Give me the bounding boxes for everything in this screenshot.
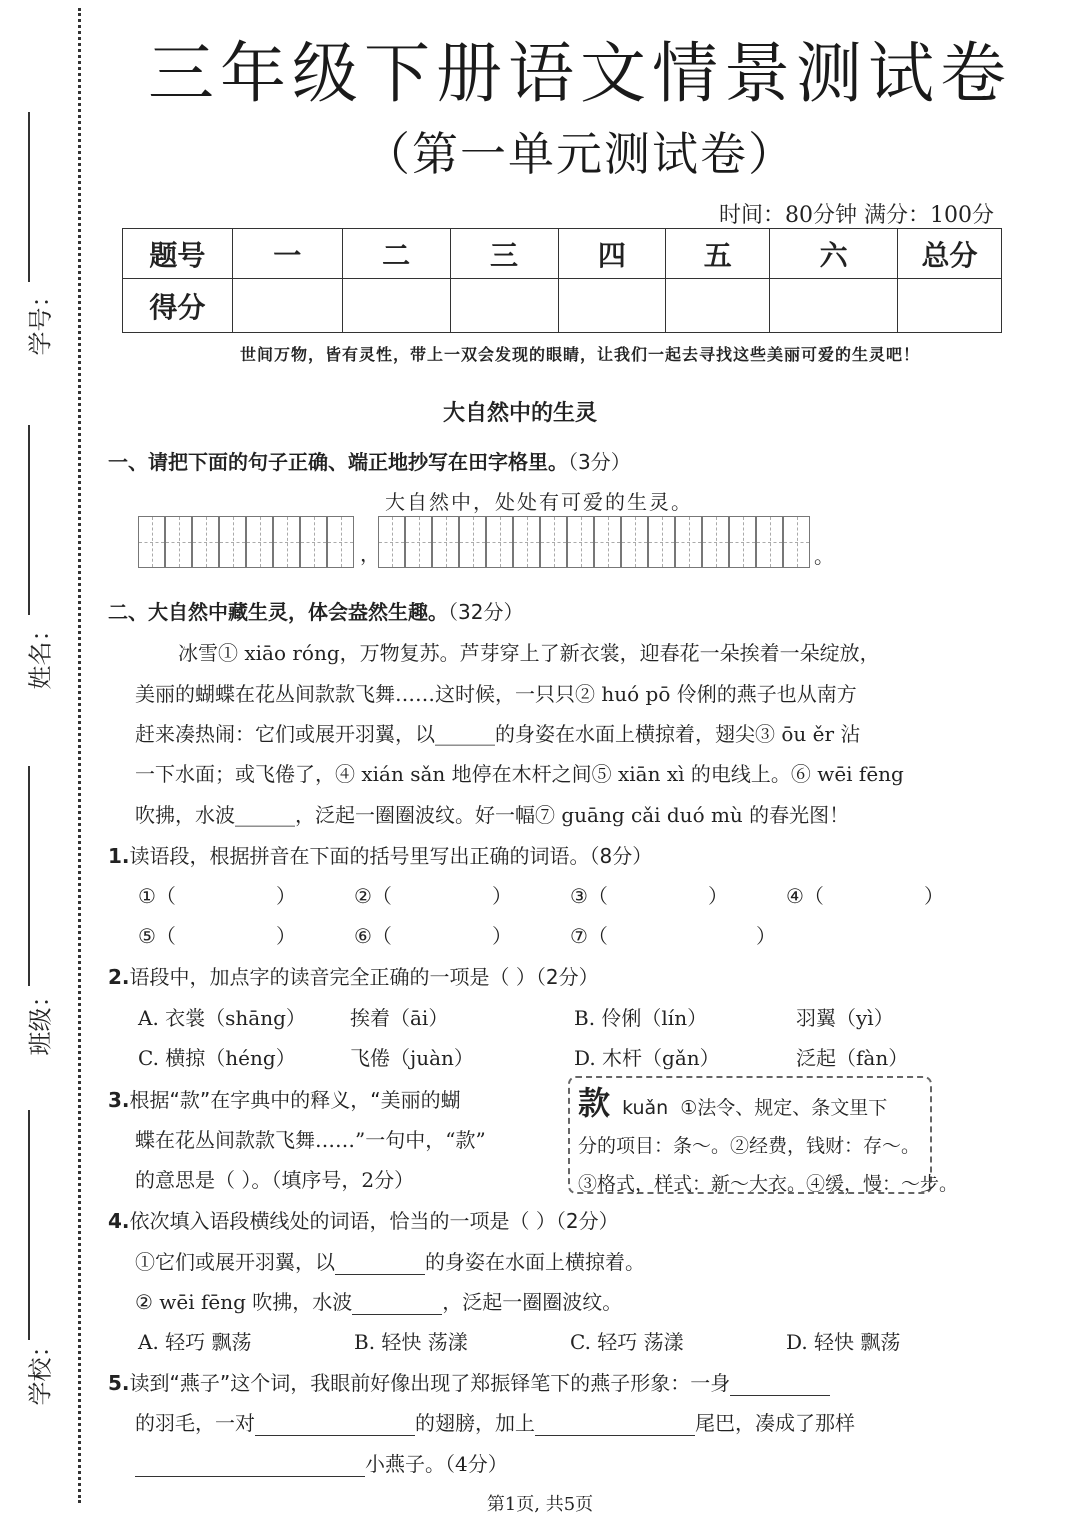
option-text: 羽翼（yì） [796, 1006, 894, 1030]
school-label: 学校： [26, 1333, 55, 1406]
grid-cell[interactable] [405, 516, 432, 568]
sub4-line2 [135, 1286, 622, 1315]
name-blank[interactable] [28, 425, 30, 615]
grid-cell[interactable] [192, 516, 219, 568]
option-text: D. 木杆（gǎn） [574, 1046, 720, 1070]
score-input-cell[interactable] [558, 279, 666, 333]
answer-blank[interactable] [335, 1253, 425, 1275]
q1-score: （3分） [568, 450, 631, 474]
answer-blank[interactable] [255, 1414, 415, 1436]
name-label: 姓名： [26, 617, 55, 690]
option-text: 泛起（fàn） [796, 1046, 909, 1070]
q1-title: 一、请把下面的句子正确、端正地抄写在田字格里。 [108, 450, 568, 474]
answer-open: ⑦（ [570, 924, 608, 948]
score-input-cell[interactable] [666, 279, 770, 333]
grid-cell[interactable] [567, 516, 594, 568]
sub3-number: 3. [108, 1088, 130, 1112]
cut-line [78, 8, 81, 1503]
score-row-label: 得分 [123, 279, 233, 333]
option-text: C. 轻巧 荡漾 [570, 1330, 684, 1354]
option-text: B. 伶俐（lín） [574, 1006, 708, 1030]
section-title: 大自然中的生灵 [442, 401, 597, 426]
dictionary-entry-box [568, 1076, 959, 1195]
answer-open: ⑤（ [138, 924, 176, 948]
sub5-text: 小燕子。（4分） [365, 1452, 508, 1476]
sub4-line1 [135, 1246, 645, 1275]
sub4-text: ①它们或展开羽翼，以 [135, 1250, 335, 1274]
sub3-text: 根据“款”在字典中的释义，“美丽的蝴 [129, 1088, 461, 1112]
sub3-line [108, 1084, 461, 1113]
answer-blank[interactable] [535, 1414, 695, 1436]
answer-open: ②（ [354, 884, 392, 908]
q2-heading [108, 596, 523, 625]
score-input-cell[interactable] [898, 279, 1002, 333]
passage-line: 吹拂，水波______，泛起一圈圈波纹。好一幅⑦ guāng cǎi duó mù 的春光图！ [135, 803, 850, 827]
score-header-cell: 四 [558, 229, 666, 279]
passage-line: 冰雪① xiāo róng，万物复苏。芦芽穿上了新衣裳，迎春花一朵挨着一朵绽放， [178, 641, 880, 665]
q1-period: 。 [814, 544, 834, 568]
q1-sentence: 大自然中，处处有可爱的生灵。 [385, 490, 693, 514]
score-table [122, 228, 1002, 333]
motto-text: 世间万物，皆有灵性，带上一双会发现的眼睛，让我们一起去寻找这些美丽可爱的生灵吧！ [239, 345, 920, 364]
score-input-cell[interactable] [770, 279, 898, 333]
sub4-question [108, 1205, 619, 1234]
sub5-text: 的翅膀，加上 [415, 1411, 535, 1435]
grid-cell[interactable] [300, 516, 327, 568]
class-blank[interactable] [28, 766, 30, 986]
grid-cell[interactable] [459, 516, 486, 568]
school-blank[interactable] [28, 1110, 30, 1340]
grid-cell[interactable] [273, 516, 300, 568]
sub1-text: 读语段，根据拼音在下面的括号里写出正确的词语。（8分） [129, 844, 653, 868]
grid-cell[interactable] [540, 516, 567, 568]
grid-cell[interactable] [486, 516, 513, 568]
answer-close: ） [492, 884, 512, 908]
answer-blank[interactable] [135, 1455, 365, 1477]
sub5-text: 读到“燕子”这个词，我眼前好像出现了郑振铎笔下的燕子形象：一身 [129, 1371, 731, 1395]
answer-blank[interactable] [730, 1374, 830, 1396]
answer-close: ） [276, 924, 296, 948]
sub5-text: 的羽毛，一对 [135, 1411, 255, 1435]
page-subtitle: （第一单元测试卷） [364, 127, 796, 181]
grid-cell[interactable] [246, 516, 273, 568]
sub1-number: 1. [108, 844, 130, 868]
dict-definition: ③格式，样式：新～大衣。④缓，慢：～步。 [578, 1173, 959, 1195]
option-text: A. 衣裳（shāng） [138, 1006, 306, 1030]
score-header-cell: 五 [666, 229, 770, 279]
grid-cell[interactable] [756, 516, 783, 568]
score-header-cell: 一 [232, 229, 342, 279]
grid-cell[interactable] [432, 516, 459, 568]
binding-strip [0, 0, 100, 1527]
answer-close: ） [756, 924, 776, 948]
score-header-cell: 二 [342, 229, 450, 279]
writing-grid-2[interactable] [378, 516, 810, 568]
grid-cell[interactable] [327, 516, 354, 568]
passage-line: 赶来凑热闹：它们或展开羽翼，以______的身姿在水面上横掠着，翅尖③ ōu ěr 沾 [135, 722, 861, 746]
page-title: 三年级下册语文情景测试卷 [148, 35, 1012, 112]
answer-close: ） [708, 884, 728, 908]
dict-pinyin: kuǎn [622, 1097, 669, 1119]
sub3-line: 的意思是（ ）。（填序号，2分） [135, 1168, 415, 1192]
sub2-number: 2. [108, 965, 130, 989]
score-header-cell: 题号 [123, 229, 233, 279]
grid-cell[interactable] [675, 516, 702, 568]
score-table-header-row [123, 229, 1002, 279]
sub5-line2 [135, 1407, 855, 1436]
sub5-line1 [108, 1367, 830, 1396]
score-input-cell[interactable] [232, 279, 342, 333]
option-text: 飞倦（juàn） [350, 1046, 474, 1070]
grid-cell[interactable] [513, 516, 540, 568]
passage-line: 美丽的蝴蝶在花丛间款款飞舞……这时候，一只只② huó pō 伶俐的燕子也从南方 [135, 682, 857, 706]
grid-cell[interactable] [378, 516, 405, 568]
sub4-text: 的身姿在水面上横掠着。 [425, 1250, 645, 1274]
score-input-cell[interactable] [342, 279, 450, 333]
sub4-number: 4. [108, 1209, 130, 1233]
option-text: C. 横掠（héng） [138, 1046, 296, 1070]
grid-cell[interactable] [621, 516, 648, 568]
answer-close: ） [492, 924, 512, 948]
score-header-cell: 六 [770, 229, 898, 279]
sub5-text: 尾巴，凑成了那样 [695, 1411, 855, 1435]
time-info: 时间：80分钟 满分：100分 [719, 203, 994, 228]
sub4-text: ，泛起一圈圈波纹。 [442, 1290, 623, 1314]
grid-cell[interactable] [594, 516, 621, 568]
grid-cell[interactable] [648, 516, 675, 568]
dict-character: 款 [578, 1084, 611, 1122]
sub3-line: 蝶在花丛间款款飞舞……”一句中，“款” [135, 1128, 486, 1152]
answer-close: ） [276, 884, 296, 908]
q2-title: 二、大自然中藏生灵，体会盎然生趣。 [108, 600, 448, 624]
answer-open: ①（ [138, 884, 176, 908]
grid-cell[interactable] [219, 516, 246, 568]
score-input-cell[interactable] [450, 279, 558, 333]
grid-cell[interactable] [702, 516, 729, 568]
option-text: D. 轻快 飘荡 [786, 1330, 901, 1354]
sub5-line3 [135, 1448, 508, 1477]
dict-first-line [578, 1084, 922, 1127]
page-footer: 第1页, 共5页 [486, 1494, 594, 1515]
student-id-blank[interactable] [28, 112, 30, 282]
grid-cell[interactable] [729, 516, 756, 568]
q1-heading [108, 446, 631, 475]
option-text: A. 轻巧 飘荡 [138, 1330, 252, 1354]
answer-open: ⑥（ [354, 924, 392, 948]
grid-cell[interactable] [783, 516, 810, 568]
dict-definition: 分的项目：条～。②经费，钱财：存～。 [578, 1135, 921, 1157]
sub2-text: 语段中，加点字的读音完全正确的一项是（ ）（2分） [129, 965, 599, 989]
option-text: B. 轻快 荡漾 [354, 1330, 468, 1354]
sub5-number: 5. [108, 1371, 130, 1395]
q1-comma: ， [360, 542, 380, 566]
option-text: 挨着（āi） [350, 1006, 449, 1030]
dict-definition: ①法令、规定、条文里下 [680, 1097, 888, 1119]
passage-line: 一下水面；或飞倦了，④ xián sǎn 地停在木杆之间⑤ xiān xì 的电线上。⑥ wēi fēng [135, 762, 904, 786]
student-id-label: 学号： [26, 283, 55, 356]
score-header-cell: 总分 [898, 229, 1002, 279]
sub4-text: 依次填入语段横线处的词语，恰当的一项是（ ）（2分） [129, 1209, 619, 1233]
class-label: 班级： [26, 983, 55, 1056]
grid-cell[interactable] [165, 516, 192, 568]
answer-open: ④（ [786, 884, 824, 908]
q2-score: （32分） [448, 600, 524, 624]
grid-cell[interactable] [138, 516, 165, 568]
answer-blank[interactable] [352, 1293, 442, 1315]
sub4-text: ② wēi fēng 吹拂，水波 [135, 1290, 353, 1314]
answer-open: ③（ [570, 884, 608, 908]
sub2-question [108, 961, 599, 990]
score-header-cell: 三 [450, 229, 558, 279]
writing-grid-1[interactable] [138, 516, 354, 568]
answer-close: ） [924, 884, 944, 908]
sub1-question [108, 840, 652, 869]
score-table-score-row [123, 279, 1002, 333]
